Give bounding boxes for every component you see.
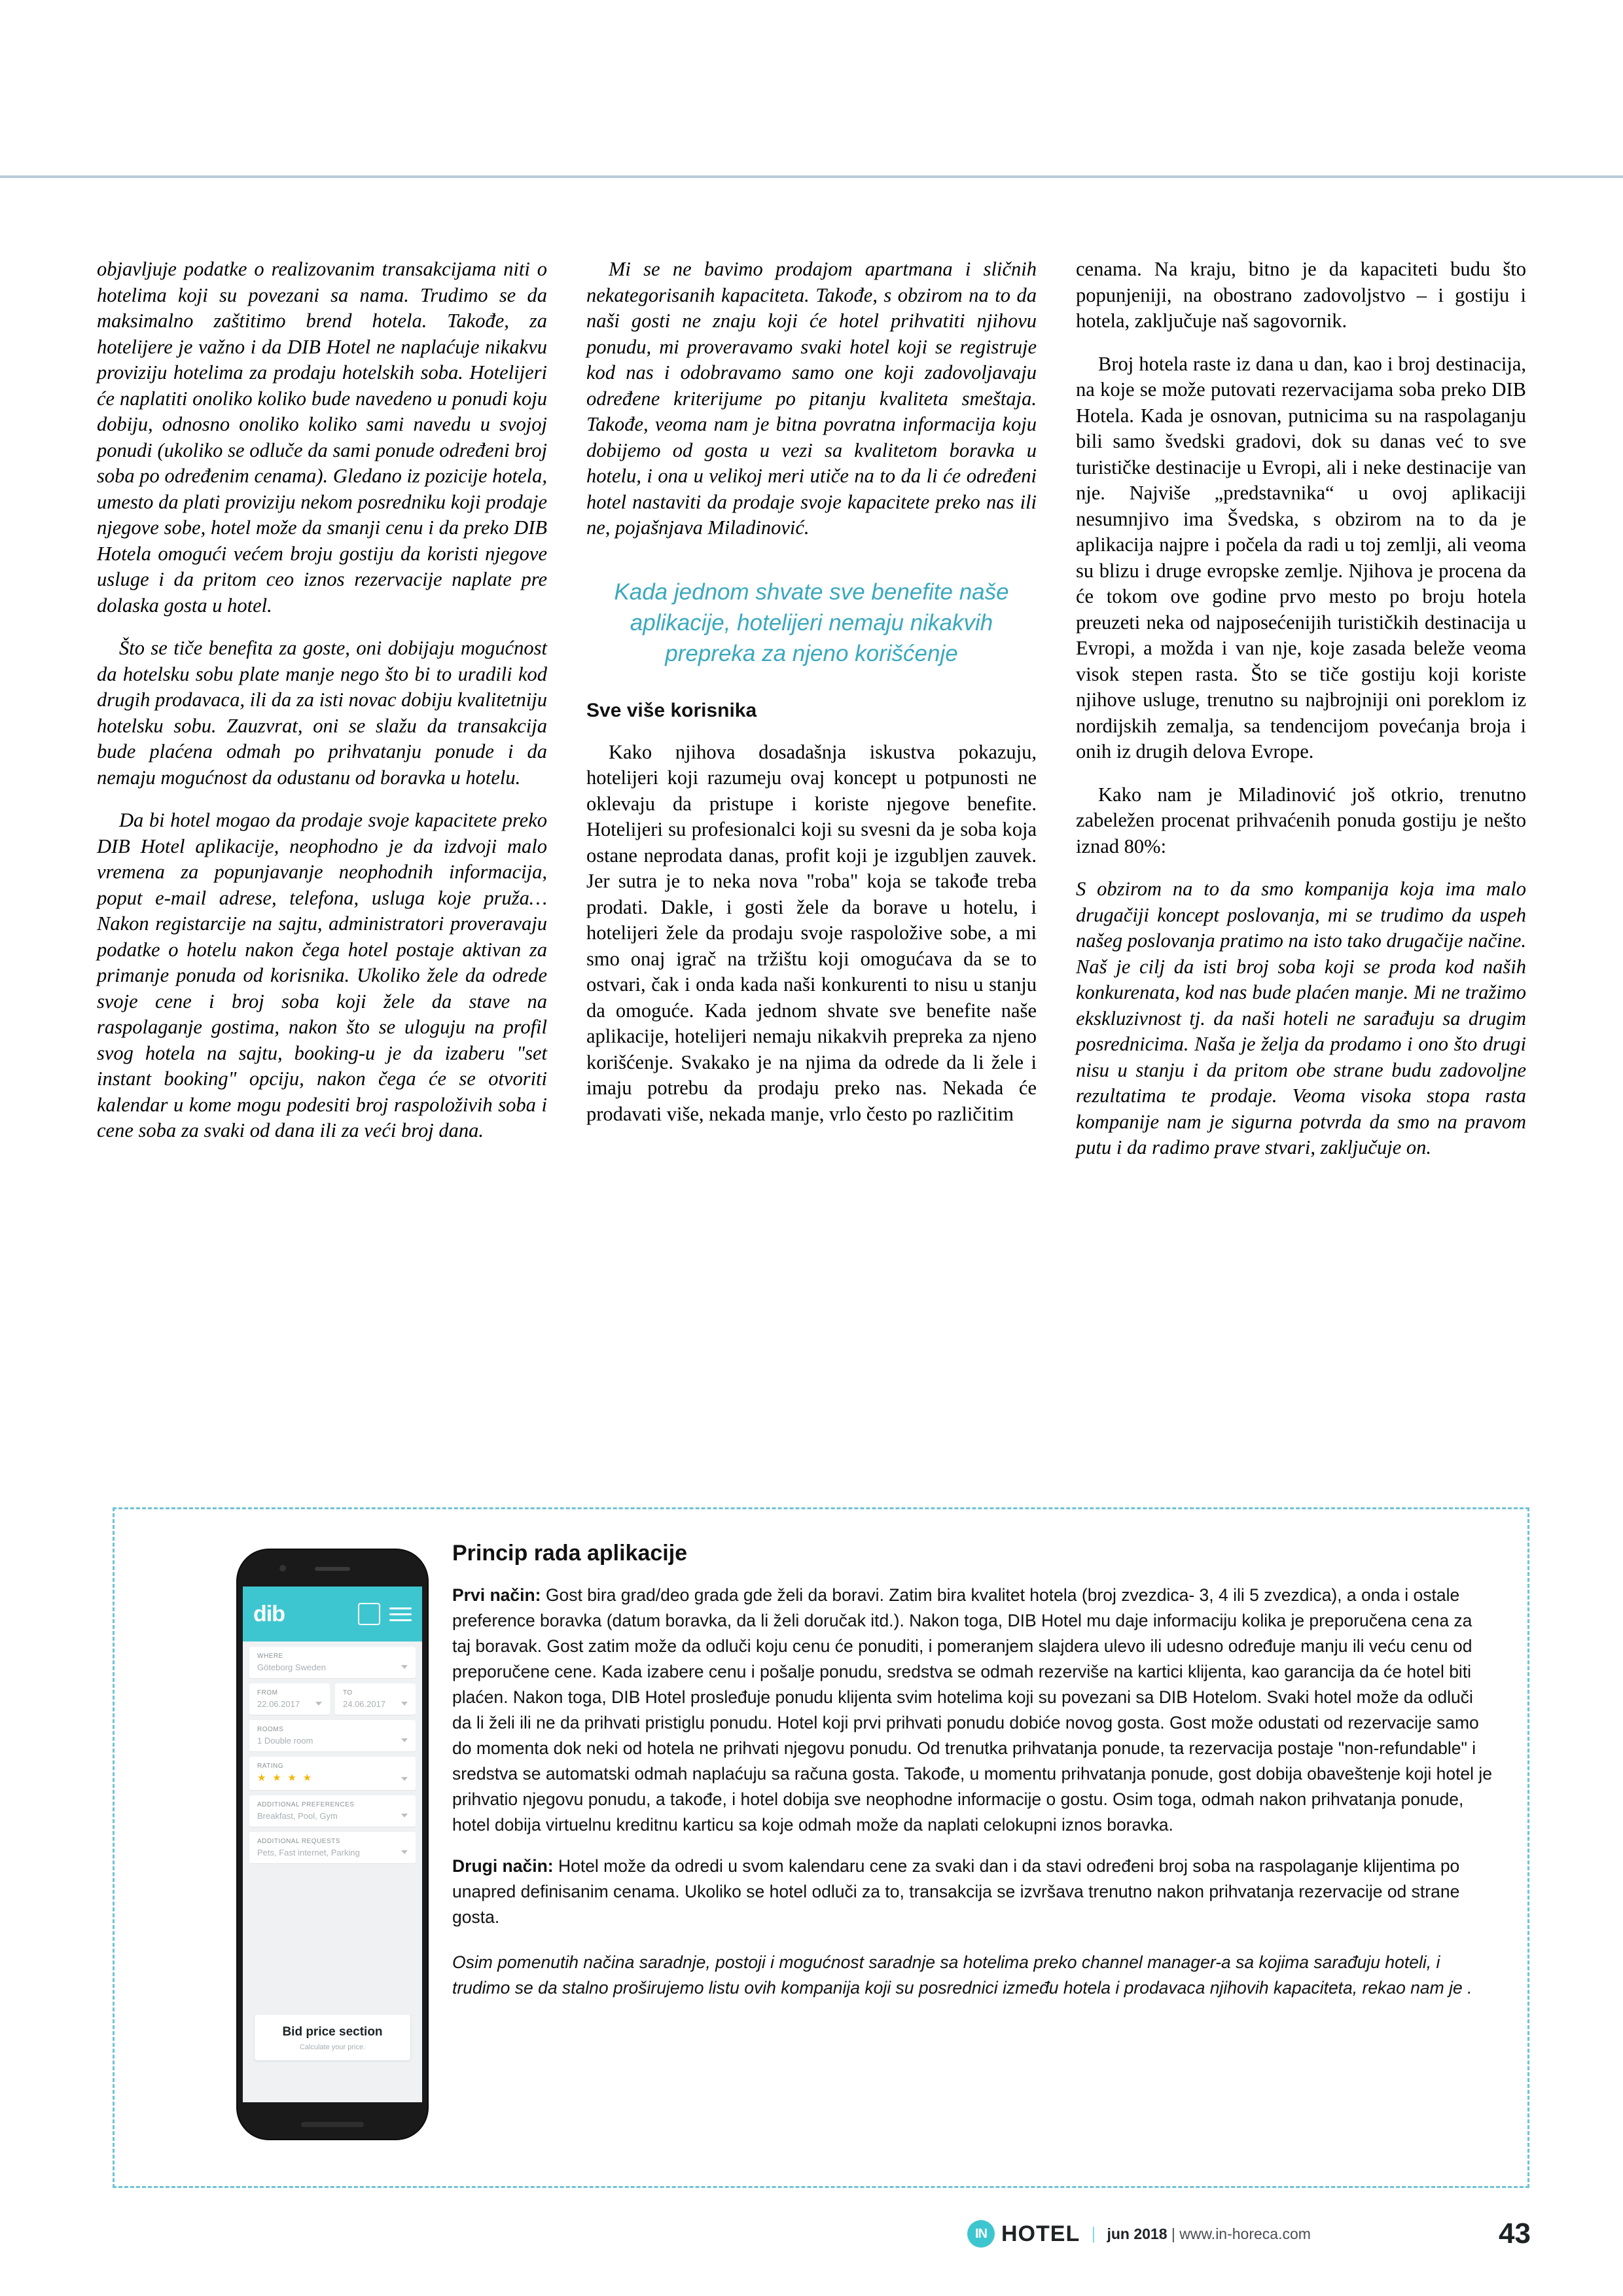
column-right xyxy=(1076,257,1526,1178)
footer-website: www.in-horeca.com xyxy=(1179,2225,1311,2242)
from-field[interactable] xyxy=(249,1683,330,1715)
camera-icon xyxy=(279,1565,286,1571)
bid-subtitle: Calculate your price. xyxy=(299,2043,366,2051)
where-value: Göteborg Sweden xyxy=(257,1662,326,1672)
from-value: 22.06.2017 xyxy=(257,1699,300,1709)
in-logo-icon: IN xyxy=(967,2220,995,2248)
requests-label: ADDITIONAL REQUESTS xyxy=(257,1838,340,1845)
rating-field[interactable] xyxy=(249,1757,416,1790)
paragraph: Što se tiče benefita za goste, oni dobijaju mogućnost da hotelsku sobu plate manje nego što bi to uradili kod drugih prodavaca, ili da za isti novac dobiju kvalitetniju hotelsku sobu. Zauzvrat, oni se slažu da transakcija bude plaćena odmah po prihvatanju ponude i da nemaju mogućnost da odustanu od boravka u hotelu. xyxy=(97,637,547,789)
panel-text-first-way: Gost bira grad/deo grada gde želi da boravi. Zatim bira kvalitet hotela (broj zvezdica- 3, 4 ili 5 zvezdica), a onda i ostale preference boravka (datum boravka, da li želi doručak itd.). Nakon toga, DIB Hotel mu daje informaciju kolika je preporučena cena za taj boravak. Gost zatim može da odluči koju cenu će ponuditi, i pomeranjem slajdera ulevo ili udesno određuje manju ili veću cenu od preporučene cene. Kada izabere cenu i pošalje ponudu, sredstva se odmah rezerviše na kartici klijenta, kao garancija da će hotel biti plaćen. Nakon toga, DIB Hotel prosleđuje ponudu klijenta svim hotelima koji su povezani sa DIB Hotelom. Svaki hotel može da odluči da li želi ili ne da prihvati pristiglu ponudu. Hotel koji prvi prihvati ponudu dobiće novog gosta. Gost može odustati od rezervacije samo do momenta dok neki od hotela ne prihvati njegovu ponudu. Od trenutka prihvatanja ponude, ta rezervacija postaje "non-refundable" i sredstva se automatski odmah naplaćuju sa računa gosta. Takođe, u momentu prihvatanja ponude, gost dobija obaveštenje koji hotel je prihvatio njegovu ponudu, a takođe, i hotel dobija sve neophodne informacije o gostu. Osim toga, odmah nakon prihvatanja ponude, hotel dobija virtuelnu kreditnu karticu sa koje odmah može da naplati celokupni iznos boravka. xyxy=(452,1585,1493,1835)
info-panel xyxy=(113,1507,1529,2188)
header-rule xyxy=(0,175,1623,178)
page-footer xyxy=(0,2217,1623,2259)
section-subheading: Sve više korisnika xyxy=(586,699,757,721)
rating-label: RATING xyxy=(257,1763,284,1770)
article-columns xyxy=(97,257,1527,1178)
chevron-down-icon xyxy=(401,1738,408,1742)
menu-icon[interactable] xyxy=(389,1604,412,1625)
bid-price-section[interactable] xyxy=(255,2015,410,2060)
phone-top-bar xyxy=(238,1550,427,1587)
app-header xyxy=(243,1587,422,1641)
chevron-down-icon xyxy=(401,1850,408,1854)
briefcase-icon[interactable] xyxy=(358,1603,380,1625)
requests-field[interactable] xyxy=(249,1832,416,1863)
to-value: 24.06.2017 xyxy=(343,1699,386,1709)
paragraph: Da bi hotel mogao da prodaje svoje kapacitete preko DIB Hotel aplikacije, neophodno je da izdvoji malo vremena za popunjavanje neophodnih informacija, poput e-mail adrese, telefona, usluga koje pruža… Nakon registarcije na sajtu, administratori proveravaju podatke o hotelu nakon čega hotel postaje aktivan za primanje ponuda od korisnika. Ukoliko žele da odrede svoje cene i broj soba koji žele da stave na raspolaganje gostima, nakon što se uloguju na profil svog hotela na sajtu, booking‑u je da izaberu "set instant booking" opciju, nakon čega će se otvoriti kalendar u kome mogu podesiti broj raspoloživih soba i cene soba za svaki od dana ili za veći broj dana. xyxy=(97,809,547,1141)
preferences-label: ADDITIONAL PREFERENCES xyxy=(257,1801,355,1808)
panel-paragraph-1 xyxy=(452,1583,1493,1838)
column-middle xyxy=(586,257,1037,1178)
footer-meta xyxy=(1107,2225,1311,2243)
footer-date: jun 2018 xyxy=(1107,2225,1168,2242)
paragraph: cenama. Na kraju, bitno je da kapaciteti budu što popunjeniji, na obostrano zadovoljstvo – i gostiju i hotela, zaključuje naš sagovornik. xyxy=(1076,258,1526,332)
footer-site-prefix: | xyxy=(1171,2225,1180,2242)
requests-value: Pets, Fast internet, Parking xyxy=(257,1848,360,1857)
pull-quote: Kada jednom shvate sve benefite naše aplikacije, hotelijeri nemaju nikakvih prepreka za njeno korišćenje xyxy=(614,579,1009,666)
from-label: FROM xyxy=(257,1689,278,1696)
speaker-grille xyxy=(315,1567,350,1571)
panel-label-first-way: Prvi način: xyxy=(452,1585,541,1605)
chevron-down-icon xyxy=(315,1702,322,1706)
rooms-label: ROOMS xyxy=(257,1726,284,1733)
column-left xyxy=(97,257,547,1178)
rooms-field[interactable] xyxy=(249,1720,416,1751)
rooms-value: 1 Double room xyxy=(257,1736,313,1746)
home-indicator xyxy=(301,2122,364,2127)
panel-text-second-way: Hotel može da odredi u svom kalendaru cene za svaki dan i da stavi određeni broj soba na raspolaganje klijentima po unapred definisanim cenama. Ukoliko se hotel odluči za to, transakcija se izvršava trenutno nakon prihvatanja rezervacije od strane gosta. xyxy=(452,1856,1460,1927)
panel-paragraph-3: Osim pomenutih načina saradnje, postoji i mogućnost saradnje sa hotelima preko channel manager-a sa kojima sarađuju hoteli, i trudimo se da stalno proširujemo listu ovih kompanija koji su posrednici između hotela i prodavaca njihovih kapaciteta, rekao nam je . xyxy=(452,1952,1472,1998)
where-label: WHERE xyxy=(257,1653,283,1660)
panel-body xyxy=(452,1583,1493,2017)
where-field[interactable] xyxy=(249,1647,416,1678)
paragraph-quote: S obzirom na to da smo kompanija koja ima malo drugačiji koncept poslovanja, mi se trudimo da uspeh našeg poslovanja pratimo na isto tako drugačije načine. Naš je cilj da isti broj soba koji se proda kod naših konkurenata, kod nas bude plaćen manje. Mi ne tražimo ekskluzivnost tj. da naši hoteli ne sarađuju sa drugim posrednicima. Naša je želja da prodamo i ono što drugi nisu u stanju i da pritom obe strane budu zadovoljne rezultatima te prodaje. Veoma visoka stopa rasta kompanije nam je sigurna potvrda da smo na pravom putu i da radimo prave stvari, zaključuje on. xyxy=(1076,878,1526,1158)
bid-title: Bid price section xyxy=(282,2025,383,2039)
paragraph: Kako nam je Miladinović još otkrio, trenutno zabeležen procenat prihvaćenih ponuda gostiju je nešto iznad 80%: xyxy=(1076,783,1526,857)
preferences-value: Breakfast, Pool, Gym xyxy=(257,1811,338,1821)
chevron-down-icon xyxy=(401,1665,408,1669)
chevron-down-icon xyxy=(401,1702,408,1706)
page-number: 43 xyxy=(1499,2217,1531,2250)
footer-separator: | xyxy=(1092,2224,1096,2243)
footer-brand: HOTEL xyxy=(1001,2221,1080,2246)
chevron-down-icon xyxy=(401,1777,408,1781)
paragraph: Broj hotela raste iz dana u dan, kao i broj destinacija, na koje se može putovati rezervacijama soba preko DIB Hotela. Kada je osnovan, putnicima su na raspolaganju bili samo švedski gradovi, dok su danas već to sve turističke destinacije u Evropi, ali i neke destinacije van nje. Najviše „predstavnika“ u ovoj aplikaciji nesumnjivo ima Švedska, s obzirom na to da je aplikacija najpre i počela da radi u toj zemlji, ali veoma su blizu i druge evropske zemlje. Njihova je procena da će tokom ove godine prvo mesto po broju hotela preuzeti neka od najposećenijih turističkih destinacija u Evropi, a možda i van nje, koje zasada beleže veoma visok stepen rasta. Što se tiče gostiju koji koriste njihove usluge, trenutno su najbrojniji oni poreklom iz nordijskih zemalja, sa tendencijom povećanja broja i onih iz drugih delova Evrope. xyxy=(1076,352,1526,762)
star-rating-icon: ★ ★ ★ ★ xyxy=(257,1773,314,1784)
panel-paragraph-2 xyxy=(452,1854,1493,1930)
to-label: TO xyxy=(343,1689,353,1696)
panel-label-second-way: Drugi način: xyxy=(452,1856,554,1876)
chevron-down-icon xyxy=(401,1814,408,1818)
panel-title: Princip rada aplikacije xyxy=(452,1541,688,1566)
preferences-field[interactable] xyxy=(249,1795,416,1827)
phone-screen xyxy=(243,1587,422,2102)
paragraph: Kako njihova dosadašnja iskustva pokazuju, hotelijeri koji razumeju ovaj koncept u potpunosti ne oklevaju da pristupe i koriste njegove benefite. Hotelijeri su profesionalci koji su svesni da je soba koja ostane neprodata danas, profit koji je izgubljen zauvek. Jer sutra je to neka nova "roba" koja se takođe treba prodati. Dakle, i gosti žele da borave u hotelu, i hotelijeri žele da prodaju svoje raspoložive sobe, a mi smo onaj igrač na tržištu koji omogućava da se to ostvari, čak i onda kada naši konkurenti to nisu u stanju da omoguće. Kada jednom shvate sve benefite naše aplikacije, hotelijeri nemaju nikakvih prepreka za njeno korišćenje. Svakako je na njima da odrede da li žele i imaju potrebu da prodaju preko nas. Nekada će prodavati više, nekada manje, vrlo često po različitim xyxy=(586,740,1037,1125)
phone-mockup xyxy=(238,1550,427,2139)
paragraph: Mi se ne bavimo prodajom apartmana i sličnih nekategorisanih kapaciteta. Takođe, s obzirom na to da naši gosti ne znaju koji će hotel prihvatiti njihovu ponudu, mi proveravamo svaki hotel koji se registruje kod nas i odobravamo samo one koji zadovoljavaju određene kriterijume po pitanju kvaliteta smeštaja. Takođe, veoma nam je bitna povratna informacija koju dobijemo od gosta u vezi sa kvalitetom boravka u hotelu, i ona u velikoj meri utiče na to da li će određeni hotel nastaviti da prodaje svoje kapacitete preko nas ili ne, pojašnjava Miladinović. xyxy=(586,258,1037,539)
to-field[interactable] xyxy=(335,1683,416,1715)
app-logo: dib xyxy=(253,1601,285,1626)
paragraph: objavljuje podatke o realizovanim transakcijama niti o hotelima koji su povezani sa nama. Trudimo se da maksimalno zaštitimo brend hotela. Takođe, za hotelijere je važno i da DIB Hotel ne naplaćuje nikakvu proviziju hotelima za prodaju hotelskih soba. Hotelijeri će naplatiti onoliko koliko bude navedeno u ponudi koju dobiju, odnosno onoliko koliko sami navedu u svojoj ponudi (ukoliko se odluče da sami ponude određeni broj soba po određenim cenama). Gledano iz pozicije hotela, umesto da plati proviziju nekom posredniku koji prodaje njegove sobe, hotel može da smanji cenu i da preko DIB Hotela omogući većem broju gostiju da koristi njegove usluge i da pritom ceo iznos rezervacije naplate pre dolaska gosta u hotel. xyxy=(97,258,547,617)
